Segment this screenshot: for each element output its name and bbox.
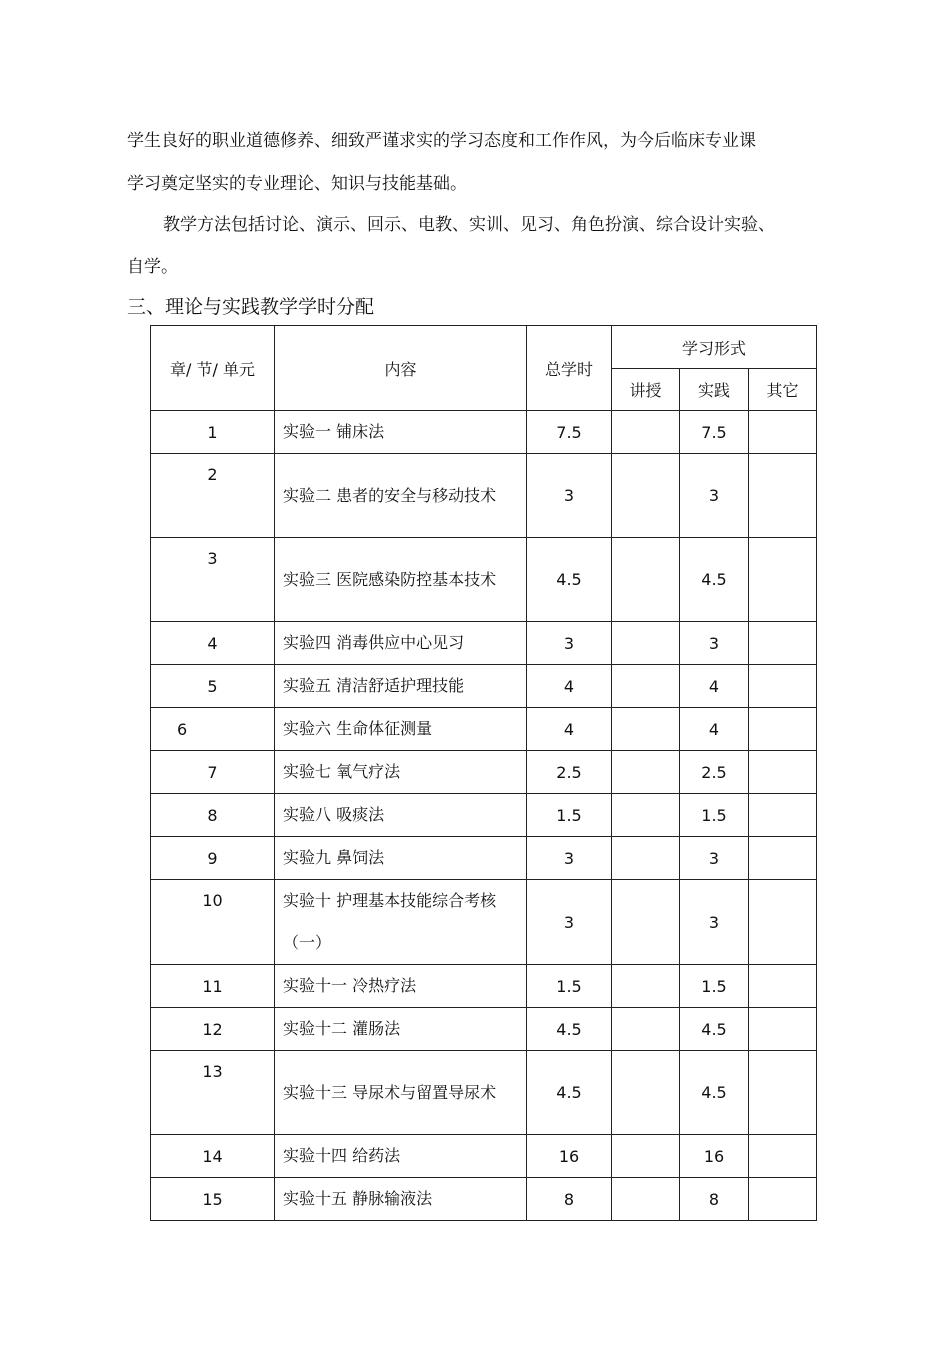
row-practice-hours: 3 [680,837,749,880]
row-practice-hours: 4 [680,665,749,708]
paragraph-line-2: 学习奠定坚实的专业理论、知识与技能基础。 [127,174,467,194]
row-content: 实验十四 给药法 [275,1135,527,1178]
table-row [151,794,817,837]
header-learning-form: 学习形式 [612,326,817,369]
paragraph-line-4: 自学。 [127,257,178,277]
table-row [151,751,817,794]
row-number: 2 [151,454,275,538]
row-content: 实验十三 导尿术与留置导尿术 [275,1051,527,1135]
row-other-hours [749,411,817,454]
row-content: 实验一 铺床法 [275,411,527,454]
table-row [151,665,817,708]
row-number: 13 [151,1051,275,1135]
row-lecture-hours [612,665,680,708]
row-total-hours: 4 [527,708,612,751]
table-row [151,538,817,622]
row-other-hours [749,1135,817,1178]
row-number: 5 [151,665,275,708]
row-total-hours: 4 [527,665,612,708]
row-content: 实验九 鼻饲法 [275,837,527,880]
row-practice-hours: 4.5 [680,1008,749,1051]
header-lecture: 讲授 [612,369,680,411]
table-row [151,411,817,454]
row-total-hours: 7.5 [527,411,612,454]
header-content: 内容 [275,326,527,411]
row-number: 4 [151,622,275,665]
row-content: 实验四 消毒供应中心见习 [275,622,527,665]
row-lecture-hours [612,1135,680,1178]
table-row [151,965,817,1008]
row-number: 15 [151,1178,275,1221]
row-other-hours [749,880,817,965]
row-number: 10 [151,880,275,965]
row-lecture-hours [612,1051,680,1135]
row-lecture-hours [612,837,680,880]
row-other-hours [749,794,817,837]
row-total-hours: 3 [527,454,612,538]
header-total-hours: 总学时 [527,326,612,411]
row-practice-hours: 1.5 [680,965,749,1008]
row-practice-hours: 3 [680,880,749,965]
row-number: 8 [151,794,275,837]
row-lecture-hours [612,965,680,1008]
row-total-hours: 8 [527,1178,612,1221]
row-other-hours [749,538,817,622]
row-number: 14 [151,1135,275,1178]
row-other-hours [749,837,817,880]
row-lecture-hours [612,708,680,751]
table-row [151,837,817,880]
row-practice-hours: 4.5 [680,1051,749,1135]
paragraph-line-3: 教学方法包括讨论、演示、回示、电教、实训、见习、角色扮演、综合设计实验、 [163,215,775,235]
row-number: 9 [151,837,275,880]
row-content: 实验三 医院感染防控基本技术 [275,538,527,622]
row-practice-hours: 8 [680,1178,749,1221]
row-other-hours [749,1178,817,1221]
row-lecture-hours [612,1008,680,1051]
row-total-hours: 2.5 [527,751,612,794]
row-practice-hours: 2.5 [680,751,749,794]
row-other-hours [749,751,817,794]
row-practice-hours: 1.5 [680,794,749,837]
row-content: 实验七 氧气疗法 [275,751,527,794]
row-other-hours [749,622,817,665]
header-practice: 实践 [680,369,749,411]
row-total-hours: 4.5 [527,1008,612,1051]
paragraph-line-1: 学生良好的职业道德修养、细致严谨求实的学习态度和工作作风，为今后临床专业课 [127,131,756,151]
section-heading: 三、理论与实践教学学时分配 [127,296,375,318]
row-practice-hours: 3 [680,454,749,538]
row-lecture-hours [612,622,680,665]
table-row [151,622,817,665]
row-total-hours: 16 [527,1135,612,1178]
row-other-hours [749,965,817,1008]
row-content: 实验六 生命体征测量 [275,708,527,751]
row-practice-hours: 7.5 [680,411,749,454]
table-row [151,880,817,965]
row-lecture-hours [612,411,680,454]
row-practice-hours: 4.5 [680,538,749,622]
row-practice-hours: 3 [680,622,749,665]
row-lecture-hours [612,1178,680,1221]
row-total-hours: 4.5 [527,1051,612,1135]
row-content: 实验五 清洁舒适护理技能 [275,665,527,708]
row-total-hours: 4.5 [527,538,612,622]
row-content: 实验八 吸痰法 [275,794,527,837]
row-total-hours: 3 [527,837,612,880]
table-row [151,454,817,538]
row-total-hours: 3 [527,880,612,965]
row-other-hours [749,454,817,538]
row-total-hours: 1.5 [527,965,612,1008]
row-content: 实验十 护理基本技能综合考核（一） [275,880,527,965]
row-content: 实验十一 冷热疗法 [275,965,527,1008]
table-row [151,1135,817,1178]
row-practice-hours: 16 [680,1135,749,1178]
row-other-hours [749,1051,817,1135]
row-lecture-hours [612,538,680,622]
row-number: 3 [151,538,275,622]
row-other-hours [749,665,817,708]
row-practice-hours: 4 [680,708,749,751]
row-total-hours: 3 [527,622,612,665]
row-number: 7 [151,751,275,794]
table-row [151,708,817,751]
row-content: 实验十五 静脉输液法 [275,1178,527,1221]
row-number: 12 [151,1008,275,1051]
row-number: 1 [151,411,275,454]
row-other-hours [749,1008,817,1051]
row-number: 6 [151,708,275,751]
row-content: 实验十二 灌肠法 [275,1008,527,1051]
row-content: 实验二 患者的安全与移动技术 [275,454,527,538]
row-other-hours [749,708,817,751]
row-total-hours: 1.5 [527,794,612,837]
header-unit: 章/ 节/ 单元 [151,326,275,411]
row-lecture-hours [612,880,680,965]
hours-allocation-table [150,325,817,1221]
header-other: 其它 [749,369,817,411]
row-number: 11 [151,965,275,1008]
row-lecture-hours [612,794,680,837]
table-row [151,1051,817,1135]
row-lecture-hours [612,454,680,538]
table-row [151,1008,817,1051]
table-row [151,1178,817,1221]
row-lecture-hours [612,751,680,794]
